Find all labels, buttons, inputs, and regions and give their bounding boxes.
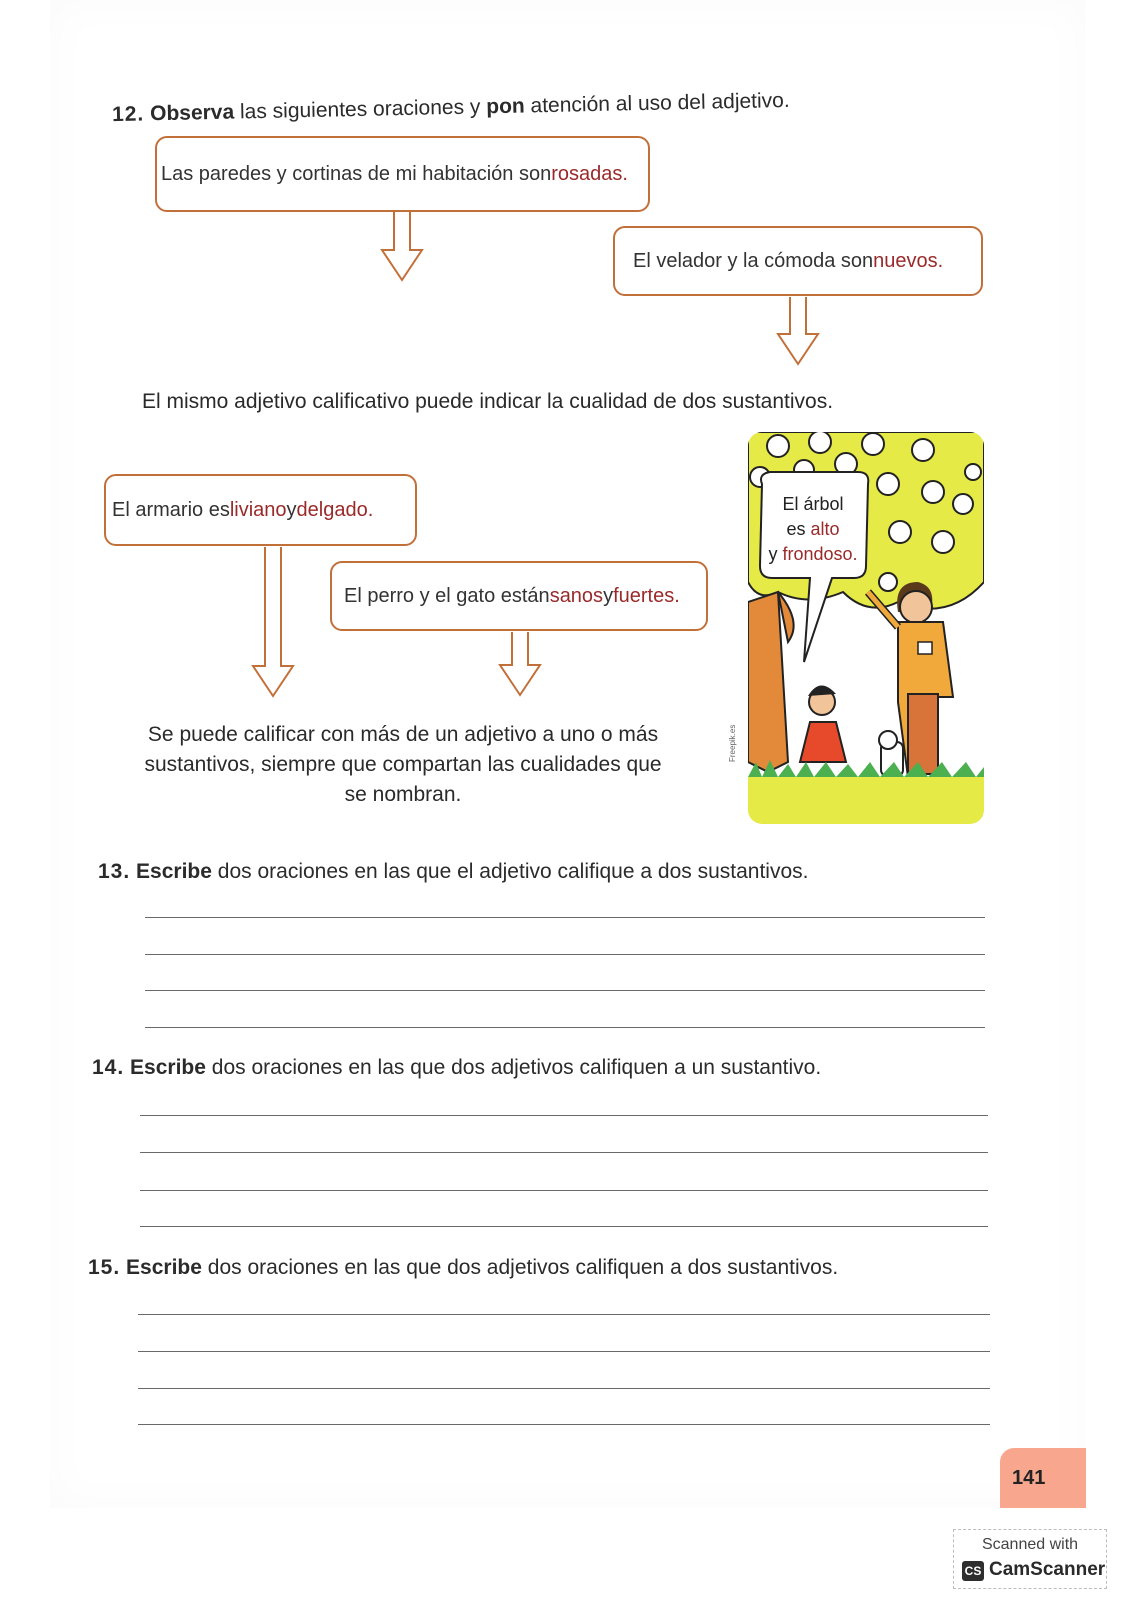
instruction-text: dos oraciones en las que el adjetivo califique a dos sustantivos. [211, 860, 809, 883]
adjective-word-2: delgado. [296, 498, 374, 521]
question-15-title [88, 1256, 838, 1280]
adjective-word: alto [810, 519, 840, 539]
question-14-title [92, 1056, 821, 1080]
image-credit: Freepik.es [728, 724, 737, 762]
answer-line[interactable] [140, 1152, 988, 1153]
rule-note-1: El mismo adjetivo calificativo puede indicar la cualidad de dos sustantivos. [142, 390, 834, 413]
example-sentence-box-3 [104, 474, 417, 546]
answer-line[interactable] [138, 1424, 990, 1425]
answer-line[interactable] [145, 954, 985, 955]
answer-line[interactable] [138, 1351, 990, 1352]
answer-line[interactable] [140, 1115, 988, 1116]
instruction-text-2: atención al uso del adjetivo. [524, 88, 790, 118]
adjective-word: rosadas. [551, 162, 628, 185]
question-number: 13. [98, 860, 131, 883]
answer-line[interactable] [138, 1314, 990, 1315]
bubble-line: El árbol [782, 494, 844, 514]
bubble-text-fragment: es [786, 519, 811, 539]
adjective-word: frondoso. [782, 544, 858, 564]
down-arrow-icon [251, 546, 295, 698]
note-line: Se puede calificar con más de un adjetivo a uno o más [147, 723, 659, 746]
watermark-caption: Scanned with [981, 1536, 1079, 1553]
camscanner-logo-icon: CS [962, 1561, 984, 1581]
adjective-word: sanos [549, 584, 604, 607]
instruction-text: dos oraciones en las que dos adjetivos califiquen a dos sustantivos. [201, 1256, 839, 1279]
question-number: 14. [92, 1056, 125, 1079]
adjective-word-2: fuertes. [613, 584, 680, 607]
answer-line[interactable] [145, 990, 985, 991]
page-number: 141 [1000, 1448, 1086, 1508]
example-sentence-box-1 [155, 136, 650, 212]
instruction-verb: Escribe [126, 1256, 202, 1279]
rule-note-2 [128, 720, 678, 810]
instruction-verb: Escribe [130, 1056, 206, 1079]
instruction-text: las siguientes oraciones y [233, 95, 487, 124]
note-line: sustantivos, siempre que compartan las cualidades que [144, 753, 662, 776]
bubble-line [757, 517, 869, 542]
question-13-title [98, 860, 808, 884]
instruction-verb: Escribe [136, 860, 212, 883]
answer-line[interactable] [138, 1388, 990, 1389]
speech-bubble [757, 492, 869, 567]
note-line: se nombran. [344, 783, 462, 806]
down-arrow-icon [380, 210, 424, 282]
answer-line[interactable] [140, 1190, 988, 1191]
question-number: 15. [88, 1256, 121, 1279]
camscanner-watermark [953, 1529, 1107, 1589]
question-number: 12. [111, 102, 145, 127]
sentence-text: El velador y la cómoda son [633, 249, 874, 272]
down-arrow-icon [498, 631, 542, 697]
example-sentence-box-2 [613, 226, 983, 296]
answer-line[interactable] [145, 1027, 985, 1028]
adjective-word: liviano [229, 498, 287, 521]
sentence-text-2: y [286, 498, 297, 521]
sentence-text: El perro y el gato están [344, 584, 550, 607]
sentence-text-2: y [603, 584, 614, 607]
instruction-verb: Observa [149, 100, 235, 126]
sentence-text: Las paredes y cortinas de mi habitación son [161, 162, 552, 185]
bubble-text-fragment: y [768, 544, 783, 564]
instruction-verb-2: pon [485, 94, 525, 119]
instruction-text: dos oraciones en las que dos adjetivos califiquen a un sustantivo. [205, 1056, 822, 1079]
adjective-word: nuevos. [873, 249, 944, 272]
bubble-line [757, 542, 869, 567]
answer-line[interactable] [140, 1226, 988, 1227]
sentence-text: El armario es [112, 498, 230, 521]
tree-illustration [748, 432, 984, 824]
answer-line[interactable] [145, 917, 985, 918]
watermark-brand: CamScanner [989, 1559, 1106, 1580]
down-arrow-icon [776, 296, 820, 366]
tree-scene-drawing [748, 432, 984, 824]
example-sentence-box-4 [330, 561, 708, 631]
